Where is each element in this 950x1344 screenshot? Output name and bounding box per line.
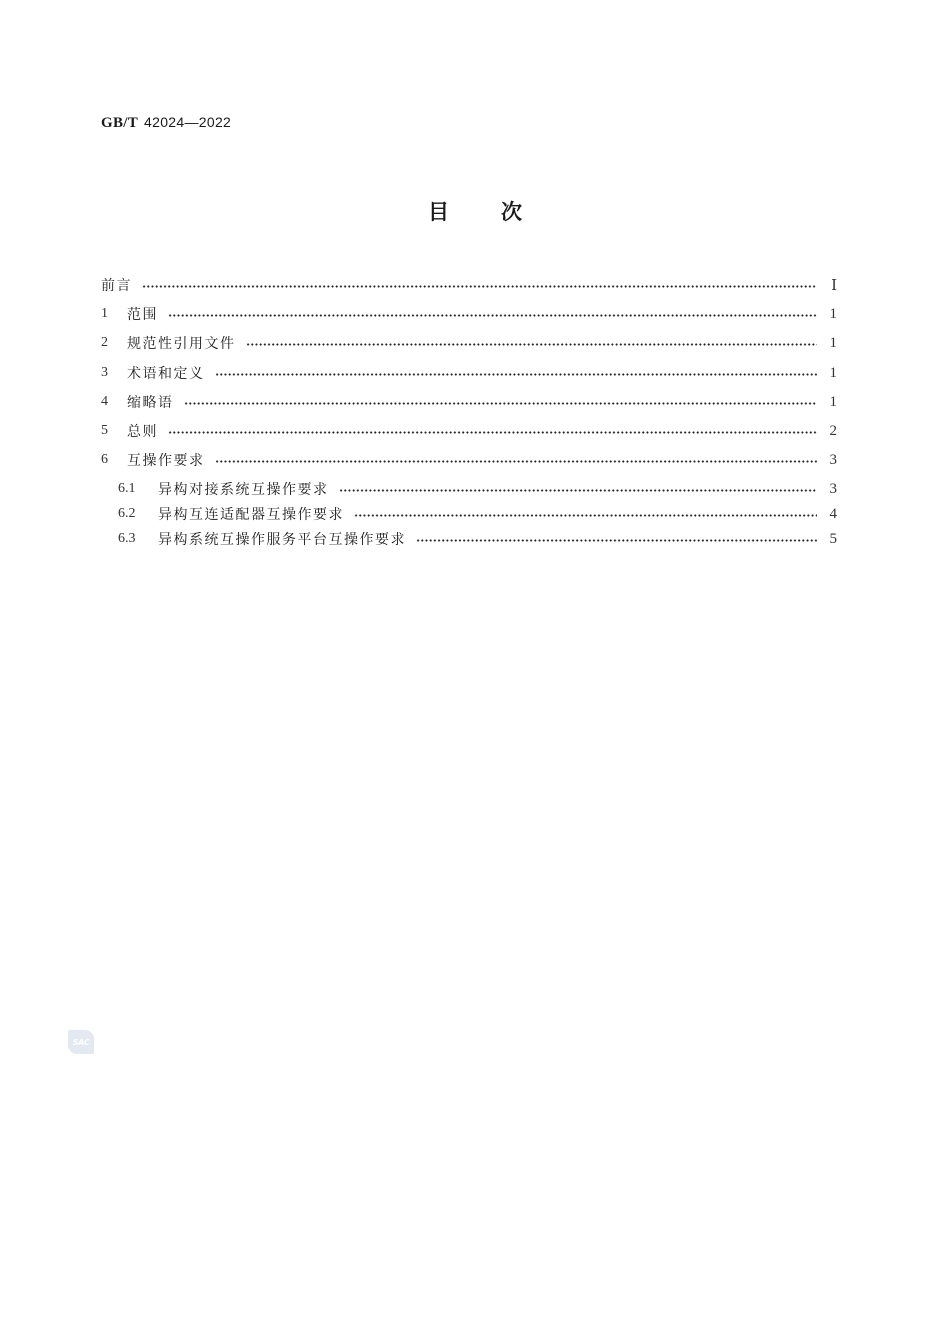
toc-entry-page: 3 [829, 451, 837, 468]
toc-entry-3[interactable] [101, 362, 837, 384]
toc-entry-preface[interactable] [101, 274, 837, 296]
toc-entry-page: 1 [829, 364, 837, 381]
toc-leader-dots [168, 431, 817, 434]
toc-entry-label: 术语和定义 [127, 366, 205, 382]
toc-entry-number: 6.2 [118, 506, 136, 521]
toc-leader-dots [215, 460, 818, 463]
toc-entry-number: 5 [101, 423, 108, 438]
toc-entry-page: Ⅰ [831, 277, 837, 294]
toc-entry-2[interactable] [101, 332, 837, 354]
toc-entry-page: 4 [829, 505, 837, 522]
toc-leader-dots [184, 402, 818, 405]
toc-entry-6[interactable] [101, 449, 837, 471]
toc-entry-page: 2 [829, 422, 837, 439]
toc-leader-dots [215, 373, 818, 376]
toc-entry-number: 6 [101, 452, 108, 467]
toc-entry-label: 异构系统互操作服务平台互操作要求 [158, 532, 406, 548]
toc-entry-label: 前言 [101, 278, 132, 294]
toc-entry-label: 规范性引用文件 [127, 336, 236, 352]
toc-leader-dots [168, 314, 817, 317]
standard-code-header [101, 114, 231, 132]
toc-leader-dots [246, 343, 818, 346]
toc-leader-dots [354, 514, 817, 517]
standard-number: 42024—2022 [144, 114, 232, 130]
toc-entry-number: 6.3 [118, 531, 136, 546]
toc-entry-6-1[interactable] [118, 478, 837, 500]
toc-entry-label: 异构互连适配器互操作要求 [158, 507, 344, 523]
watermark-text: SAC [72, 1037, 90, 1047]
toc-entry-page: 1 [829, 334, 837, 351]
sac-watermark-logo [68, 1030, 94, 1054]
toc-entry-number: 6.1 [118, 481, 136, 496]
title-char-2: 次 [501, 200, 522, 224]
toc-entry-number: 1 [101, 306, 108, 321]
toc-entry-label: 总则 [127, 424, 158, 440]
toc-entry-label: 缩略语 [127, 395, 174, 411]
toc-leader-dots [416, 539, 817, 542]
toc-entry-page: 3 [829, 480, 837, 497]
toc-entry-number: 2 [101, 335, 108, 350]
toc-entry-6-2[interactable] [118, 503, 837, 525]
standard-prefix: GB/T [101, 115, 139, 131]
toc-entry-page: 5 [829, 530, 837, 547]
toc-entry-5[interactable] [101, 420, 837, 442]
toc-entry-1[interactable] [101, 303, 837, 325]
toc-entry-6-3[interactable] [118, 528, 837, 550]
toc-entry-page: 1 [829, 305, 837, 322]
page-title [0, 196, 950, 226]
title-char-1: 目 [428, 200, 449, 224]
toc-entry-4[interactable] [101, 391, 837, 413]
toc-entry-label: 互操作要求 [127, 453, 205, 469]
toc-leader-dots [142, 285, 817, 288]
toc-entry-number: 3 [101, 365, 108, 380]
toc-entry-page: 1 [829, 393, 837, 410]
toc-entry-number: 4 [101, 394, 108, 409]
toc-entry-label: 范围 [127, 307, 158, 323]
toc-leader-dots [339, 489, 818, 492]
toc-entry-label: 异构对接系统互操作要求 [158, 482, 329, 498]
